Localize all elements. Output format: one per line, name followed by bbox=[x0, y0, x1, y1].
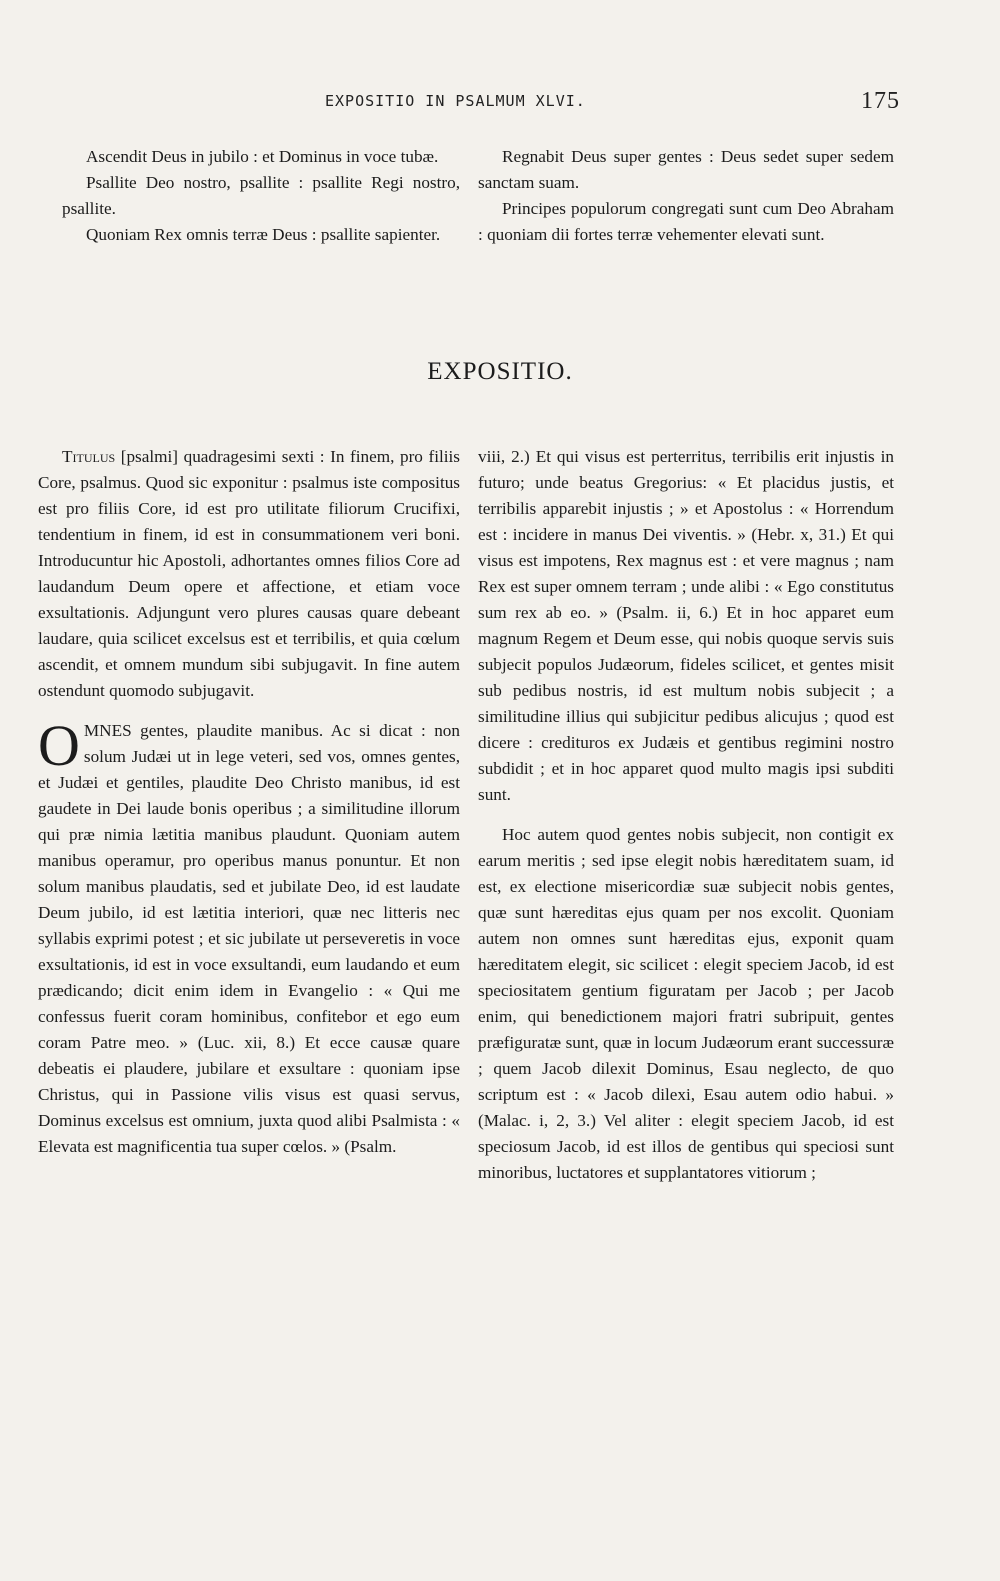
verse: Quoniam Rex omnis terræ Deus : psallite sapienter. bbox=[86, 225, 441, 244]
page-number: 175 bbox=[861, 88, 900, 114]
commentary-paragraph: viii, 2.) Et qui visus est perterritus, terribilis erit injustis in futuro; unde beatus Gregorius: « Et placidus justis, et terribilis apparebit injustis ; » et Apostolus : « Horrendum est : incidere in manus Dei viventis. » (Hebr. x, 31.) Et qui visus est impotens, Rex magnus est : et vere magnus ; nam Rex est super omnem terram ; unde alibi : « Ego constitutus sum rex ab eo. » (Psalm. ii, 6.) Et in hoc apparet eum magnum Regem et Deum esse, qui nobis quoque servis suis subjecit populos Judæorum, fideles scilicet, et gentes misit sub pedibus nostris, id est multum nobis subjecit ; a similitudine illius qui subjicitur pedibus alicujus ; quod est dicere : credituros ex Judæis et gentibus regimini nostro subdidit ; et in hoc apparet quod multo magis ipsi subditi sunt. bbox=[478, 447, 894, 804]
drop-cap: O bbox=[38, 713, 80, 778]
commentary-paragraph bbox=[38, 444, 460, 704]
commentary-paragraph bbox=[38, 713, 460, 1160]
verses-left-column bbox=[62, 144, 460, 248]
paragraph-lead-word: Titulus bbox=[62, 447, 116, 466]
paragraph-text: [psalmi] quadragesimi sexti : In finem, pro filiis Core, psalmus. Quod sic exponitur : psalmus iste compositus est pro filiis Core, id est pro utilitate filiorum Crucifixi, tendentium in finem, id est in consummationem veri boni. Introducuntur hic Apostoli, adhortantes omnes filios Core ad laudandum Deum opere et affectione, et etiam voce exsultationis. Adjungunt vero plures causas quare debeant laudare, quia scilicet excelsus est et terribilis, et quia cœlum ascendit, et omnem mundum sibi subjugavit. In fine autem ostendunt quomodo subjugavit. bbox=[38, 447, 460, 700]
running-title: EXPOSITIO IN PSALMUM XLVI. bbox=[325, 92, 586, 110]
verse: Principes populorum congregati sunt cum Deo Abraham : quoniam dii fortes terræ vehementer elevati sunt. bbox=[478, 199, 894, 244]
section-title: EXPOSITIO. bbox=[427, 358, 573, 385]
commentary-left-column bbox=[38, 444, 460, 1160]
verse: Regnabit Deus super gentes : Deus sedet super sedem sanctam suam. bbox=[478, 147, 894, 192]
page-header bbox=[60, 88, 900, 118]
verse: Psallite Deo nostro, psallite : psallite Regi nostro, psallite. bbox=[62, 173, 460, 218]
verse: Ascendit Deus in jubilo : et Dominus in voce tubæ. bbox=[86, 147, 439, 166]
paragraph-text: MNES gentes, plaudite manibus. Ac si dicat : non solum Judæi ut in lege veteri, sed vos, omnes gentes, et Judæi et gentiles, plaudite Deo Christo manibus, id est gaudete in Dei laude bonis operibus ; a similitudine illorum qui præ nimia lætitia manibus plaudunt. Quoniam autem manibus operamur, pro operibus manus ponuntur. Et non solum manibus plaudatis, sed et jubilate Deo, id est laudate Deum jubilo, id est lætitia interiori, quæ nec litteris nec syllabis exprimi potest ; et sic jubilate ut perseveretis in voce exsultationis, id est in voce exsultandi, eum laudando et eum prædicando; dicit enim idem in Evangelio : « Qui me confessus fuerit coram hominibus, confitebor et ego eum coram Patre meo. » (Luc. xii, 8.) Et ecce causæ quare debeatis ei plaudere, jubilare et exsultare : quoniam ipse Christus, qui in Passione vilis visus est quasi servus, Dominus excelsus est omnium, juxta quod alibi Psalmista : « Elevata est magnificentia tua super cœlos. » (Psalm. bbox=[38, 721, 460, 1156]
verses-right-column bbox=[478, 144, 894, 248]
commentary-paragraph: Hoc autem quod gentes nobis subjecit, non contigit ex earum meritis ; sed ipse elegit nobis hæreditatem suam, id est, ex electione misericordiæ suæ subjecit nobis gentes, quæ sunt hæreditas ejus quam per nos excolit. Quoniam autem non omnes sunt hæreditas ejus, exponit quam hæreditatem elegit, sic scilicet : elegit speciem Jacob, id est speciositatem gentium figuratam per Jacob ; per Jacob enim, qui benedictionem majori fratri subripuit, gentes præfiguratæ sunt, quæ in locum Judæorum erant successuræ ; quem Jacob dilexit Dominus, Esau neglecto, de quo scriptum est : « Jacob dilexi, Esau autem odio habui. » (Malac. i, 2, 3.) Vel aliter : elegit speciem Jacob, id est speciosum Jacob, id est illos de gentibus qui speciosi sunt minoribus, luctatores et supplantatores vitiorum ; bbox=[478, 825, 894, 1182]
commentary-right-column bbox=[478, 444, 894, 1186]
